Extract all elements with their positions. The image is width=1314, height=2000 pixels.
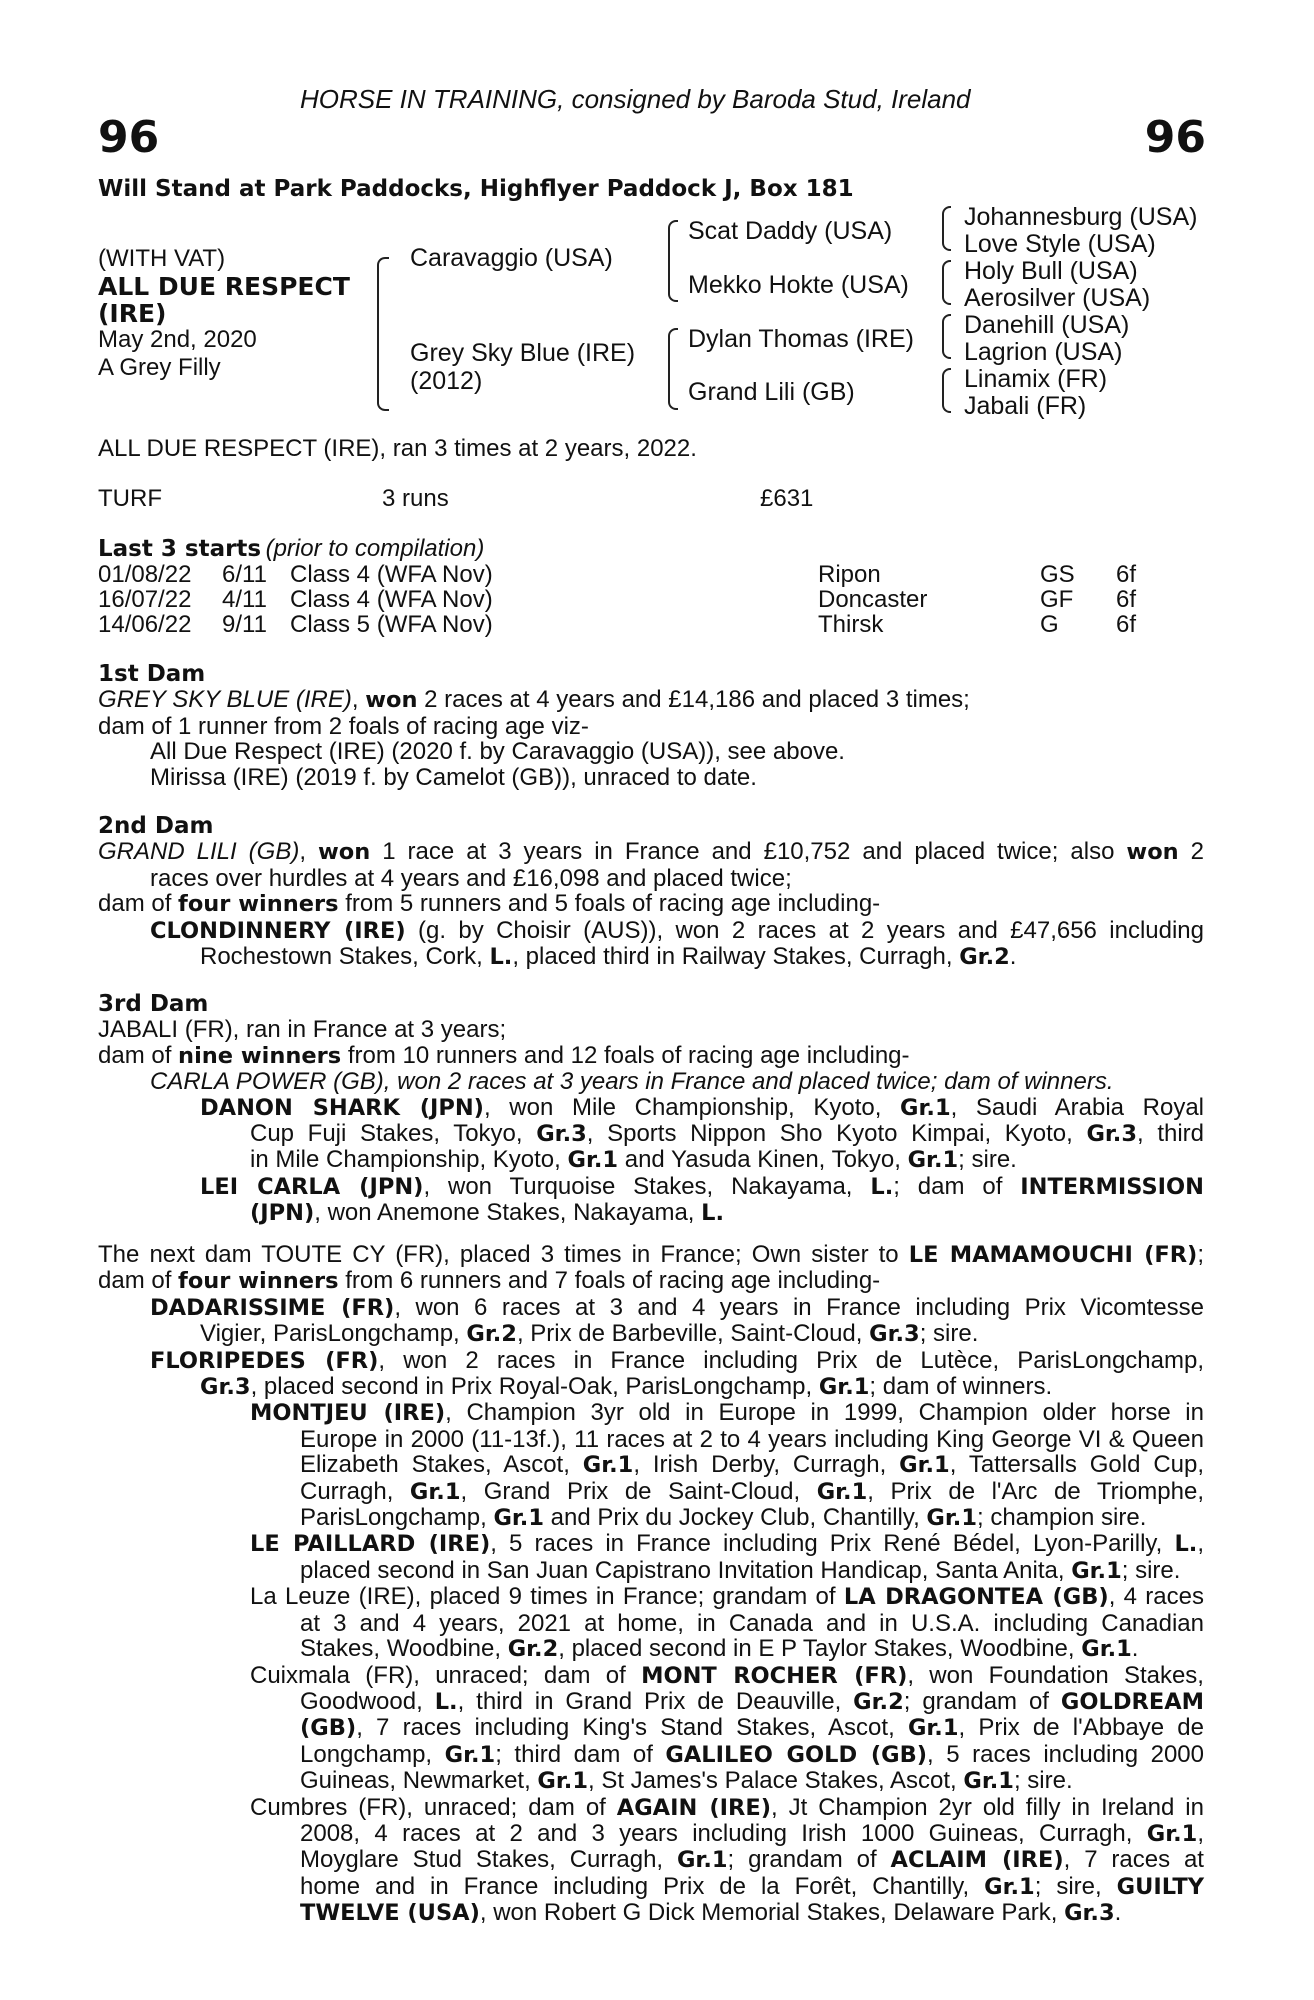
pedigree-g3-6: Lagrion (USA)	[964, 338, 1123, 366]
next-dam-produce: (GB), 7 races including King's Stand Stakes, Ascot, Gr.1, Prix de l'Abbaye de	[300, 1714, 1205, 1742]
second-dam-produce: CLONDINNERY (IRE) (g. by Choisir (AUS)), won 2 races at 2 years and £47,656 including	[150, 916, 1204, 944]
next-dam-produce: DADARISSIME (FR), won 6 races at 3 and 4 years in France including Prix Vicomtesse	[150, 1293, 1205, 1321]
foaling-date: May 2nd, 2020	[98, 326, 257, 353]
start-going: GS	[1040, 561, 1075, 588]
brace-g3-1b	[942, 228, 951, 251]
race-summary: ALL DUE RESPECT (IRE), ran 3 times at 2 years, 2022.	[98, 435, 697, 462]
second-dam-heading: 2nd Dam	[98, 813, 214, 839]
start-date: 01/08/22	[98, 561, 192, 588]
third-dam-line: dam of nine winners from 10 runners and 12 foals of racing age including-	[98, 1041, 910, 1069]
pedigree-sire-dam: Mekko Hokte (USA)	[688, 271, 909, 299]
first-dam-line: GREY SKY BLUE (IRE), won 2 races at 4 years and £14,186 and placed 3 times;	[98, 686, 970, 714]
brace-g3-2	[942, 260, 951, 284]
turf-label: TURF	[98, 485, 162, 512]
lot-number-left: 96	[98, 112, 160, 163]
start-class: Class 4 (WFA Nov)	[290, 561, 493, 588]
pedigree-g3-1: Johannesburg (USA)	[964, 203, 1198, 231]
start-date: 14/06/22	[98, 611, 192, 638]
next-dam-produce: Elizabeth Stakes, Ascot, Gr.1, Irish Derby, Curragh, Gr.1, Tattersalls Gold Cup,	[300, 1451, 1205, 1479]
next-dam-produce: Moyglare Stud Stakes, Curragh, Gr.1; grandam of ACLAIM (IRE), 7 races at	[300, 1846, 1204, 1874]
next-dam-produce: TWELVE (USA), won Robert G Dick Memorial Stakes, Delaware Park, Gr.3.	[300, 1899, 1122, 1927]
third-dam-heading: 3rd Dam	[98, 991, 209, 1017]
second-dam-line: dam of four winners from 5 runners and 5 foals of racing age including-	[98, 890, 881, 918]
horse-country: (IRE)	[98, 299, 167, 328]
third-dam-produce: LEI CARLA (JPN), won Turquoise Stakes, Nakayama, L.; dam of INTERMISSION	[200, 1172, 1205, 1200]
pedigree-g3-3: Holy Bull (USA)	[964, 257, 1138, 285]
start-distance: 6f	[1116, 611, 1137, 638]
last-starts-note: (prior to compilation)	[265, 535, 485, 562]
start-course: Ripon	[818, 561, 881, 588]
pedigree-dam-dam: Grand Lili (GB)	[688, 378, 855, 406]
next-dam-produce: Vigier, ParisLongchamp, Gr.2, Prix de Barbeville, Saint-Cloud, Gr.3; sire.	[200, 1320, 979, 1348]
brace-dam-bottom	[668, 368, 678, 410]
start-date: 16/07/22	[98, 586, 192, 613]
stand-location: Will Stand at Park Paddocks, Highflyer Paddock J, Box 181	[98, 176, 854, 202]
pedigree-g3-5: Danehill (USA)	[964, 311, 1130, 339]
lot-number-right: 96	[1144, 112, 1206, 163]
next-dam-produce: Cumbres (FR), unraced; dam of AGAIN (IRE), Jt Champion 2yr old filly in Ireland in	[250, 1793, 1204, 1821]
brace-generation1-top	[377, 257, 389, 337]
start-position: 4/11	[222, 586, 267, 613]
second-dam-line: races over hurdles at 4 years and £16,098 and placed twice;	[150, 864, 792, 892]
next-dam-line: dam of four winners from 6 runners and 7 foals of racing age including-	[98, 1267, 881, 1295]
next-dam-line: The next dam TOUTE CY (FR), placed 3 times in France; Own sister to LE MAMAMOUCHI (FR);	[98, 1241, 1204, 1268]
brace-dam-top	[668, 328, 678, 370]
start-course: Thirsk	[818, 611, 884, 638]
horse-description: A Grey Filly	[98, 354, 221, 381]
next-dam-produce: Gr.3, placed second in Prix Royal-Oak, ParisLongchamp, Gr.1; dam of winners.	[200, 1373, 1053, 1401]
start-going: GF	[1040, 586, 1074, 613]
pedigree-g3-7: Linamix (FR)	[964, 365, 1108, 393]
next-dam-produce: at 3 and 4 years, 2021 at home, in Canada and in U.S.A. including Canadian	[300, 1609, 1204, 1637]
pedigree-dam-sire: Dylan Thomas (IRE)	[688, 325, 914, 353]
second-dam-line: GRAND LILI (GB), won 1 race at 3 years in France and £10,752 and placed twice; also won 2	[98, 838, 1205, 866]
start-distance: 6f	[1116, 586, 1137, 613]
first-dam-line: dam of 1 runner from 2 foals of racing age viz-	[98, 712, 589, 740]
turf-earnings: £631	[760, 485, 814, 512]
next-dam-produce: La Leuze (IRE), placed 9 times in France; grandam of LA DRAGONTEA (GB), 4 races	[250, 1583, 1204, 1611]
pedigree-sire: Caravaggio (USA)	[410, 244, 613, 272]
start-class: Class 5 (WFA Nov)	[290, 611, 493, 638]
catalogue-header: HORSE IN TRAINING, consigned by Baroda Stud, Ireland	[300, 84, 971, 114]
start-distance: 6f	[1116, 561, 1137, 588]
horse-name: ALL DUE RESPECT	[98, 272, 350, 301]
pedigree-g3-2: Love Style (USA)	[964, 230, 1156, 258]
next-dam-produce: FLORIPEDES (FR), won 2 races in France including Prix de Lutèce, ParisLongchamp,	[150, 1346, 1205, 1374]
last-starts-title: Last 3 starts	[98, 536, 262, 562]
next-dam-produce: Goodwood, L., third in Grand Prix de Deauville, Gr.2; grandam of GOLDREAM	[300, 1687, 1205, 1715]
next-dam-produce: Longchamp, Gr.1; third dam of GALILEO GOLD (GB), 5 races including 2000	[300, 1740, 1205, 1768]
next-dam-produce: placed second in San Juan Capistrano Invitation Handicap, Santa Anita, Gr.1; sire.	[300, 1556, 1181, 1584]
next-dam-produce: 2008, 4 races at 2 and 3 years including Irish 1000 Guineas, Curragh, Gr.1,	[300, 1819, 1204, 1847]
brace-generation1-bottom	[377, 335, 389, 411]
start-position: 6/11	[222, 561, 267, 588]
next-dam-produce: Cuixmala (FR), unraced; dam of MONT ROCHER (FR), won Foundation Stakes,	[250, 1661, 1204, 1689]
start-going: G	[1040, 611, 1059, 638]
next-dam-section	[98, 1242, 1204, 1927]
next-dam-produce: MONTJEU (IRE), Champion 3yr old in Europe in 1999, Champion older horse in	[250, 1399, 1204, 1427]
turf-runs: 3 runs	[382, 485, 449, 512]
next-dam-produce: Stakes, Woodbine, Gr.2, placed second in E P Taylor Stakes, Woodbine, Gr.1.	[300, 1635, 1139, 1663]
next-dam-produce: Curragh, Gr.1, Grand Prix de Saint-Cloud, Gr.1, Prix de l'Arc de Triomphe,	[300, 1477, 1204, 1505]
pedigree-dam: Grey Sky Blue (IRE)	[410, 339, 636, 367]
brace-g3-3b	[942, 336, 951, 359]
brace-g3-2b	[942, 282, 951, 305]
third-dam-produce: in Mile Championship, Kyoto, Gr.1 and Yasuda Kinen, Tokyo, Gr.1; sire.	[250, 1146, 1017, 1174]
start-course: Doncaster	[818, 586, 928, 613]
third-dam-produce: Cup Fuji Stakes, Tokyo, Gr.3, Sports Nippon Sho Kyoto Kimpai, Kyoto, Gr.3, third	[250, 1120, 1205, 1148]
third-dam-section	[98, 992, 1204, 1227]
next-dam-produce: Europe in 2000 (11-13f.), 11 races at 2 to 4 years including King George VI & Queen	[300, 1425, 1204, 1453]
brace-g3-4	[942, 368, 951, 392]
third-dam-produce: (JPN), won Anemone Stakes, Nakayama, L.	[250, 1199, 725, 1227]
brace-sire-bottom	[668, 260, 678, 302]
brace-g3-1	[942, 206, 951, 230]
third-dam-produce: CARLA POWER (GB), won 2 races at 3 years in France and placed twice; dam of winners.	[150, 1068, 1114, 1096]
next-dam-produce: home and in France including Prix de la Forêt, Chantilly, Gr.1; sire, GUILTY	[300, 1872, 1205, 1900]
vat-note: (WITH VAT)	[98, 245, 226, 272]
third-dam-produce: DANON SHARK (JPN), won Mile Championship, Kyoto, Gr.1, Saudi Arabia Royal	[200, 1093, 1205, 1121]
next-dam-produce: Guineas, Newmarket, Gr.1, St James's Palace Stakes, Ascot, Gr.1; sire.	[300, 1767, 1073, 1795]
next-dam-produce: ParisLongchamp, Gr.1 and Prix du Jockey Club, Chantilly, Gr.1; champion sire.	[300, 1504, 1147, 1532]
second-dam-section	[98, 814, 1204, 970]
first-dam-produce: Mirissa (IRE) (2019 f. by Camelot (GB)), unraced to date.	[150, 763, 757, 791]
last-starts-heading	[98, 536, 484, 562]
brace-sire-top	[668, 220, 678, 262]
start-class: Class 4 (WFA Nov)	[290, 586, 493, 613]
pedigree-sire-sire: Scat Daddy (USA)	[688, 217, 893, 245]
pedigree-g3-4: Aerosilver (USA)	[964, 284, 1151, 312]
third-dam-line: JABALI (FR), ran in France at 3 years;	[98, 1016, 507, 1044]
first-dam-section	[98, 662, 1204, 790]
pedigree-dam-year: (2012)	[410, 367, 483, 395]
first-dam-produce: All Due Respect (IRE) (2020 f. by Caravaggio (USA)), see above.	[150, 738, 845, 766]
brace-g3-3	[942, 314, 951, 338]
start-position: 9/11	[222, 611, 267, 638]
pedigree-g3-8: Jabali (FR)	[964, 392, 1087, 420]
first-dam-heading: 1st Dam	[98, 661, 206, 687]
next-dam-produce: LE PAILLARD (IRE), 5 races in France including Prix René Bédel, Lyon-Parilly, L.,	[250, 1530, 1205, 1558]
brace-g3-4b	[942, 390, 951, 413]
second-dam-produce: Rochestown Stakes, Cork, L., placed third in Railway Stakes, Curragh, Gr.2.	[200, 943, 1017, 971]
